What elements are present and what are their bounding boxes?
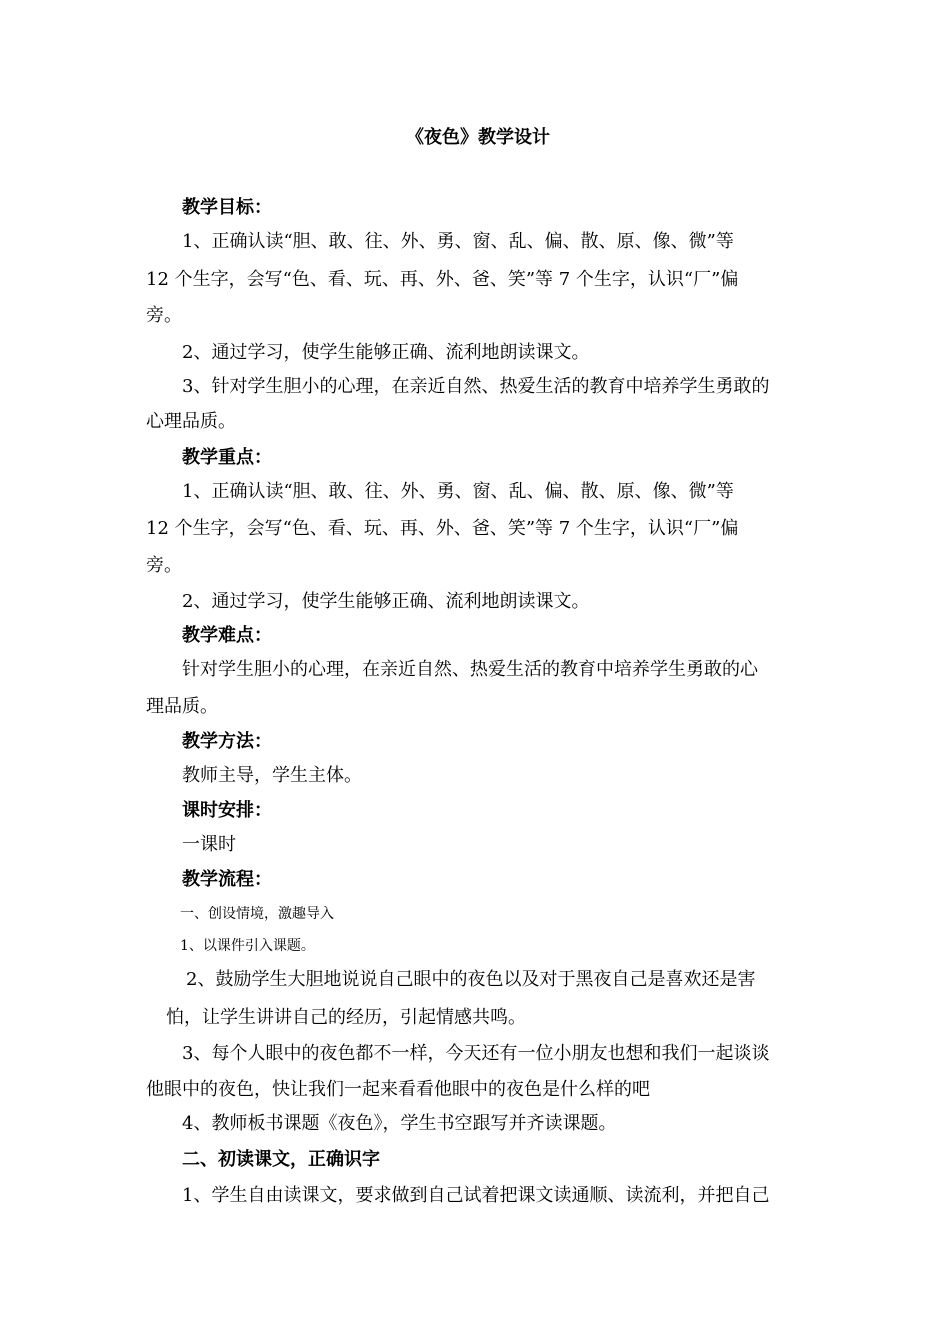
goals-item3-line2: 心理品质。: [146, 411, 236, 432]
difficulties-heading: 教学难点：: [182, 625, 272, 646]
goals-item1-line2: 12 个生字，会写“色、看、玩、再、外、爸、笑”等 7 个生字，认识“厂”偏: [146, 269, 739, 290]
keypoints-item1-line3: 旁。: [146, 555, 182, 576]
document-title: 《夜色》教学设计: [406, 127, 550, 148]
process-s1-item4: 4、教师板书课题《夜色》，学生书空跟写并齐读课题。: [182, 1113, 617, 1134]
goals-heading: 教学目标：: [182, 197, 272, 218]
process-s1-item1: 1、以课件引入课题。: [180, 938, 315, 954]
process-s2-item1-line1: 1、学生自由读课文，要求做到自己试着把课文读通顺、读流利，并把自己: [182, 1185, 770, 1206]
process-section1: 一、创设情境，激趣导入: [180, 906, 334, 922]
process-s1-item2-line2: 怕，让学生讲讲自己的经历，引起情感共鸣。: [166, 1007, 526, 1028]
difficulties-line1: 针对学生胆小的心理，在亲近自然、热爱生活的教育中培养学生勇敢的心: [182, 659, 758, 680]
method-text: 教师主导，学生主体。: [182, 765, 362, 786]
keypoints-item1-line1: 1、正确认读“胆、敢、往、外、勇、窗、乱、偏、散、原、像、微”等: [182, 481, 734, 502]
schedule-heading: 课时安排：: [182, 800, 272, 821]
goals-item2: 2、通过学习，使学生能够正确、流利地朗读课文。: [182, 342, 590, 363]
process-s1-item3-line2: 他眼中的夜色，快让我们一起来看看他眼中的夜色是什么样的吧: [146, 1079, 650, 1100]
goals-item3-line1: 3、针对学生胆小的心理，在亲近自然、热爱生活的教育中培养学生勇敢的: [182, 376, 770, 397]
keypoints-item2: 2、通过学习，使学生能够正确、流利地朗读课文。: [182, 591, 590, 612]
method-heading: 教学方法：: [182, 731, 272, 752]
process-s1-item3-line1: 3、每个人眼中的夜色都不一样，今天还有一位小朋友也想和我们一起谈谈: [182, 1043, 770, 1064]
keypoints-item1-line2: 12 个生字，会写“色、看、玩、再、外、爸、笑”等 7 个生字，认识“厂”偏: [146, 518, 739, 539]
process-s1-item2-line1: 2、鼓励学生大胆地说说自己眼中的夜色以及对于黑夜自己是喜欢还是害: [186, 969, 756, 990]
keypoints-heading: 教学重点：: [182, 447, 272, 468]
schedule-text: 一课时: [182, 834, 236, 855]
goals-item1-line1: 1、正确认读“胆、敢、往、外、勇、窗、乱、偏、散、原、像、微”等: [182, 231, 734, 252]
difficulties-line2: 理品质。: [146, 696, 218, 717]
goals-item1-line3: 旁。: [146, 305, 182, 326]
process-heading: 教学流程：: [182, 869, 272, 890]
process-section2: 二、初读课文，正确识字: [182, 1149, 380, 1170]
